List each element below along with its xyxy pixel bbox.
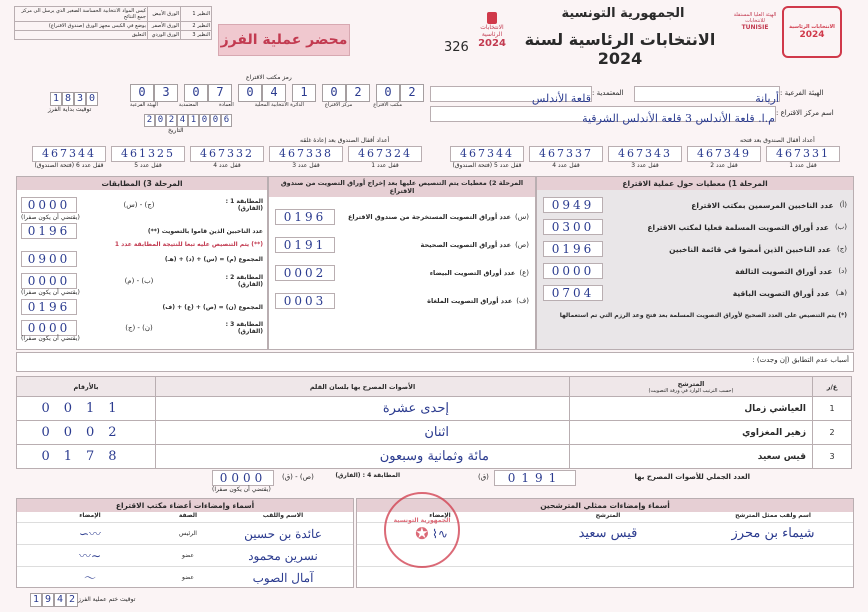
center-name-value: م.ا. قلعة الأندلس 3 قلعة الأندلس الشرقية: [582, 112, 775, 125]
stage3-footnote: (**) يتم التنصيص عليه تبعا للنتيجة المطابقة عدد 1: [114, 241, 263, 248]
lock-number: 467324: [348, 146, 422, 162]
digit: 1: [30, 593, 42, 607]
digit: 1: [292, 84, 316, 102]
votes-words: مائة وثمانية وسبعون: [156, 445, 570, 469]
stage1-title: المرحلة 1) معطيات حول عملية الاقتراع: [537, 177, 853, 190]
delegation-field: [430, 86, 592, 105]
votes-words: إحدى عشرة: [156, 397, 570, 421]
member-role: الرئيس: [179, 530, 197, 537]
lock-number: 461325: [111, 146, 185, 162]
result-row: [17, 445, 852, 469]
members-header: [17, 512, 353, 522]
seal-year: 2024: [799, 30, 825, 40]
lock-label: قفل عدد 5 (فتحة الصندوق): [452, 162, 522, 169]
lock-cell: [687, 146, 761, 169]
lock-cell: [269, 146, 343, 169]
col-name: الاسم واللقب: [262, 512, 304, 519]
stage3-panel: [16, 176, 268, 350]
isie-short: TUNISIE: [741, 24, 769, 31]
copy-label: النظير 2: [181, 22, 212, 31]
row-value: 0196: [21, 299, 77, 315]
digit: 4: [177, 114, 188, 127]
row-label: عدد الناخبين الذين قاموا بالتصويت (**): [147, 227, 263, 235]
votes-digits: 0002: [17, 421, 156, 445]
digit: 2: [66, 593, 78, 607]
member-row: [17, 522, 353, 544]
time-start-digits: [50, 92, 98, 106]
rep-name: شيماء بن محرز: [731, 526, 815, 541]
code-sublabel: مكتب الاقتراع: [373, 102, 402, 108]
delegation-value: قلعة الأندلس: [531, 92, 591, 105]
lock-label: قفل عدد 2: [710, 162, 738, 169]
isie-logo: [732, 12, 778, 56]
votes-digits: 0178: [17, 445, 156, 469]
flag-icon: [487, 12, 497, 24]
regional-body-field: [634, 86, 780, 105]
digit: 0: [184, 84, 208, 102]
digit: 0: [199, 114, 210, 127]
lock-number: 467343: [608, 146, 682, 162]
row-code: (ج): [837, 245, 847, 253]
stage3-row: [21, 248, 263, 270]
time-start-label: توقيت بداية الفرز: [48, 106, 92, 113]
row-code: (ف): [516, 297, 529, 305]
office-code-digits: [130, 84, 424, 102]
lock-number: 467344: [32, 146, 106, 162]
row-code: (ب): [834, 223, 847, 231]
digit: 0: [155, 114, 166, 127]
stage1-row: [543, 216, 847, 238]
election-seal-icon: [782, 6, 842, 58]
row-label: المطابقة 2 : (الفارق): [225, 274, 263, 288]
match4-formula: (ص) - (ق): [282, 473, 314, 481]
member-role: عضو: [182, 552, 194, 559]
delegation-label: المعتمدية :: [592, 89, 624, 97]
lock-cell: [450, 146, 524, 169]
lock-number: 467344: [450, 146, 524, 162]
col-candidate: المترشح: [595, 512, 621, 519]
digit: 4: [262, 84, 286, 102]
digit: 3: [74, 92, 86, 106]
reps-title: أسماء وإمضاءات ممثلي المترشحين: [357, 499, 853, 512]
form-title: محضر عملية الفرز: [220, 32, 348, 48]
votes-digits: 0011: [17, 397, 156, 421]
row-note: (يقتضي أن يكون صفرا): [21, 289, 80, 296]
match4-note: (يقتضي أن يكون صفرا): [212, 486, 271, 493]
total-code: (ق): [478, 473, 489, 481]
candidate-name: العياشي زمال: [570, 397, 813, 421]
row-code: (أ): [839, 201, 847, 209]
digit: 0: [130, 84, 154, 102]
member-name: عائدة بن حسين: [244, 526, 322, 541]
locks-after-title: أعداد أقفال الصندوق بعد إعادة غلقه: [300, 137, 390, 144]
locks-after-row: [32, 146, 422, 169]
col-candidate: [570, 377, 813, 397]
locks-before-title: أعداد أقفال الصندوق بعد فتحه: [740, 137, 815, 144]
lock-cell: [608, 146, 682, 169]
copies-legend: [14, 6, 212, 44]
stage2-title: المرحلة 2) معطيات يتم التنصيص عليها بعد إخراج أوراق التصويت من صندوق الاقتراع: [269, 177, 535, 197]
row-label: عدد أوراق التصويت المسلمة فعليا لمكتب الاقتراع: [647, 222, 829, 232]
copy-row: [15, 22, 212, 31]
row-code: (د): [838, 267, 847, 275]
row-label: عدد أوراق التصويت التالفة: [735, 266, 833, 276]
match4-value: 0000: [212, 470, 274, 486]
time-end-label: توقيت ختم عملية الفرز: [78, 596, 136, 603]
row-value: 0949: [543, 197, 603, 213]
results-table: [16, 376, 852, 469]
lock-cell: [766, 146, 840, 169]
digit: 2: [400, 84, 424, 102]
lock-label: قفل عدد 5: [134, 162, 162, 169]
row-note: (يقتضي أن يكون صفرا): [21, 214, 80, 221]
lock-cell: [348, 146, 422, 169]
lock-number: 467337: [529, 146, 603, 162]
lock-label: قفل عدد 4: [552, 162, 580, 169]
digit: 0: [322, 84, 346, 102]
candidate-name: قيس سعيد: [570, 445, 813, 469]
date-label: التاريخ: [168, 127, 184, 134]
digit: 0: [210, 114, 221, 127]
row-value: 0196: [543, 241, 603, 257]
stage1-rows: [537, 190, 853, 323]
copy-row: [15, 31, 212, 40]
member-name: نسرين محمود: [248, 548, 318, 563]
digit: 2: [144, 114, 155, 127]
code-sublabel: العمادة: [219, 102, 234, 108]
row-formula: (ج) - (س): [123, 201, 155, 209]
digit: 2: [346, 84, 370, 102]
stage3-title: المرحلة 3) المطابقات: [17, 177, 267, 190]
signature-icon: 〰∼: [78, 527, 102, 541]
row-value: 0704: [543, 285, 603, 301]
stage2-row: [275, 203, 529, 231]
digit: 1: [50, 92, 62, 106]
official-stamp-icon: [384, 492, 460, 568]
members-panel: [16, 498, 354, 588]
code-sublabels: [130, 102, 402, 108]
row-formula: (ب) - (م): [124, 277, 154, 285]
stage1-row: [543, 238, 847, 260]
col-role: الصفة: [178, 512, 198, 519]
stage2-panel: [268, 176, 536, 350]
candidate-name: زهير المغزاوي: [570, 421, 813, 445]
signature-icon: 〜: [83, 571, 96, 585]
election-logo: [470, 12, 514, 60]
row-label: عدد أوراق التصويت البيضاء: [429, 269, 516, 277]
row-value: 0000: [543, 263, 603, 279]
copy-row: [15, 7, 212, 22]
total-value: 0191: [494, 470, 576, 486]
digit: 0: [376, 84, 400, 102]
code-sublabel: الدائرة الانتخابية المحلية: [254, 102, 304, 108]
row-value: 0000: [21, 320, 77, 336]
member-name: آمال الصوب: [252, 570, 314, 585]
digit: 0: [238, 84, 262, 102]
lock-cell: [111, 146, 185, 169]
total-label: العدد الجملي للأصوات المصرح بها: [634, 473, 750, 481]
form-title-box: [218, 24, 350, 56]
digit: 3: [154, 84, 178, 102]
row-value: 0196: [21, 223, 77, 239]
time-end-digits: [30, 593, 78, 607]
center-name-label: اسم مركز الاقتراع :: [776, 109, 834, 117]
col-name: اسم ولقب ممثل المترشح: [735, 512, 811, 519]
code-sublabel: مركز الاقتراع: [324, 102, 353, 108]
lock-label: قفل عدد 1: [371, 162, 399, 169]
match4-label: المطابقة 4 : (الفارق): [335, 472, 400, 479]
locks-before-row: [450, 146, 840, 169]
copy-use: يوضع في الكيس مجهز الورق (صندوق الاقتراع): [15, 22, 148, 31]
row-note: (يقتضي أن يكون صفرا): [21, 335, 80, 342]
row-label: المجموع (م) = (س) + (د) + (هـ): [164, 255, 263, 263]
stage3-row: [21, 221, 263, 241]
stage1-row: [543, 194, 847, 216]
row-code: (س): [514, 213, 529, 221]
row-label: عدد الناخبين المرسمين بمكتب الاقتراع: [691, 200, 834, 210]
row-label: المطابقة 3 : (الفارق): [225, 321, 263, 335]
stage2-row: [275, 287, 529, 315]
country-name: الجمهورية التونسية: [561, 6, 685, 21]
lock-number: 467331: [766, 146, 840, 162]
row-label: المطابقة 1 : (الفارق): [225, 198, 263, 212]
stage2-row: [275, 231, 529, 259]
row-label: عدد أوراق التصويت المستخرجة من صندوق الاقتراع: [347, 213, 511, 221]
row-value: 0000: [21, 197, 77, 213]
copy-color: الورق الوردي: [148, 31, 181, 40]
digit: 0: [86, 92, 98, 106]
stage1-row: [543, 260, 847, 282]
copy-color: الورق الأصفر: [148, 22, 181, 31]
digit: 1: [188, 114, 199, 127]
digit: 4: [54, 593, 66, 607]
row-code: (ص): [515, 241, 529, 249]
signature-icon: ∿⌇: [432, 526, 448, 541]
member-role: عضو: [182, 574, 194, 581]
stage1-note: (*) يتم التنصيص على العدد الصحيح لأوراق التصويت المسلمة بعد فتح وعد الرزم التي تم استعمالها: [559, 312, 847, 319]
lock-label: قفل عدد 1: [789, 162, 817, 169]
row-code: (ع): [519, 269, 529, 277]
row-code: (هـ): [835, 289, 847, 297]
rep-candidate: قيس سعيد: [578, 526, 638, 541]
digit: 9: [42, 593, 54, 607]
row-value: 0003: [275, 293, 335, 309]
row-formula: (ن) - (ج): [125, 324, 153, 332]
row-value: 0196: [275, 209, 335, 225]
rep-row-empty: [357, 566, 853, 588]
digit: 7: [208, 84, 232, 102]
logo-label: الانتخابات الرئاسية: [480, 24, 504, 38]
signature-icon: ∽〰: [78, 549, 102, 563]
member-row: [17, 544, 353, 566]
result-row: [17, 421, 852, 445]
lock-number: 467332: [190, 146, 264, 162]
crest-icon: ✪: [415, 524, 429, 543]
digit: 6: [221, 114, 232, 127]
lock-label: قفل عدد 6 (فتحة الصندوق): [34, 162, 104, 169]
row-label: عدد أوراق التصويت الباقية: [732, 288, 830, 298]
lock-cell: [32, 146, 106, 169]
lock-label: قفل عدد 4: [213, 162, 241, 169]
row-label: عدد الناخبين الذين أمضوا في قائمة الناخبين: [669, 244, 832, 254]
copy-label: النظير 3: [181, 31, 212, 40]
stage3-row: [21, 296, 263, 318]
row-num: 3: [813, 445, 852, 469]
code-sublabel: الهيئة الفرعية: [130, 102, 158, 108]
row-value: 0300: [543, 219, 603, 235]
col-candidate-sub: (حسب الترتيب الوارد في ورقة التصويت): [648, 387, 734, 394]
stage1-row: [543, 282, 847, 304]
lock-label: قفل عدد 3: [631, 162, 659, 169]
col-digits: بالأرقام: [17, 377, 156, 397]
members-title: أسماء وإمضاءات أعضاء مكتب الاقتراع: [17, 499, 353, 512]
reasons-box: [16, 352, 854, 372]
row-value: 0191: [275, 237, 335, 253]
lock-cell: [529, 146, 603, 169]
stamp-text: الجمهورية التونسية: [393, 517, 451, 524]
form-number: 326: [444, 40, 469, 55]
digit: 2: [166, 114, 177, 127]
row-label: عدد أوراق التصويت الصحيحة: [420, 241, 512, 249]
center-name-field: [430, 106, 776, 125]
results-header: [17, 377, 852, 397]
row-num: 1: [813, 397, 852, 421]
seal-top-text: الانتخابات الرئاسية: [789, 24, 835, 30]
code-label: رمز مكتب الاقتراع: [246, 74, 292, 81]
lock-number: 467338: [269, 146, 343, 162]
lock-number: 467349: [687, 146, 761, 162]
row-num: 2: [813, 421, 852, 445]
member-row: [17, 566, 353, 588]
reasons-label: أسباب عدم التطابق (إن وجدت) :: [752, 356, 849, 364]
stage3-rows: [17, 190, 267, 345]
regional-body-value: أريانة: [755, 92, 779, 105]
stage2-row: [275, 259, 529, 287]
col-sig: الإمضاء: [429, 512, 451, 519]
result-row: [17, 397, 852, 421]
stage2-rows: [269, 197, 535, 321]
copy-use: التعليق: [15, 31, 148, 40]
regional-body-label: الهيئة الفرعية :: [780, 89, 824, 97]
lock-cell: [190, 146, 264, 169]
logo-year: 2024: [478, 38, 506, 49]
copy-label: النظير 1: [181, 7, 212, 22]
row-label: المجموع (ن) = (ص) + (ع) + (ف): [162, 303, 263, 311]
row-value: 0000: [21, 273, 77, 289]
votes-words: اثنان: [156, 421, 570, 445]
isie-label: الهيئة العليا المستقلة للانتخابات: [733, 12, 777, 24]
election-title: الانتخابات الرئاسية لسنة 2024: [524, 30, 716, 68]
code-sublabel: المعتمدية: [178, 102, 199, 108]
row-value: 0002: [275, 265, 335, 281]
date-digits: [144, 114, 232, 127]
copy-color: الورق الأبيض: [148, 7, 181, 22]
col-words: الأصوات المصرح بها بلسان القلم: [156, 377, 570, 397]
row-value: 0900: [21, 251, 77, 267]
col-candidate-title: المترشح: [677, 379, 705, 388]
col-sig: الإمضاء: [79, 512, 101, 519]
col-num: ع/ر: [813, 377, 852, 397]
digit: 8: [62, 92, 74, 106]
lock-label: قفل عدد 3: [292, 162, 320, 169]
copy-use: كيس المواد الانتخابية الحساسة الصغير الذي يرسل الى مركز جمع النتائج: [15, 7, 148, 22]
row-label: عدد أوراق التصويت الملغاة: [427, 297, 513, 305]
stage1-panel: [536, 176, 854, 350]
